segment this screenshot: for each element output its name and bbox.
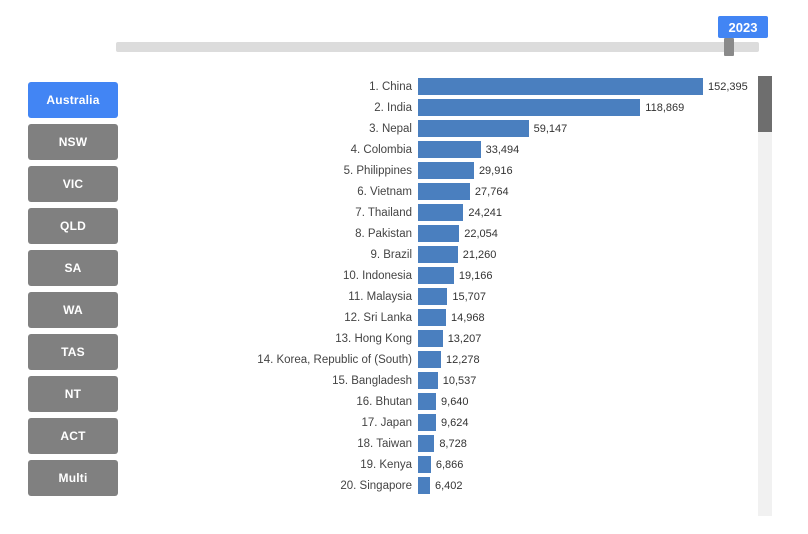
bar[interactable]	[418, 204, 463, 221]
bar-row	[130, 286, 750, 307]
bar-value-label: 59,147	[533, 122, 568, 135]
bar[interactable]	[418, 78, 703, 95]
bar-value-label: 6,866	[435, 458, 464, 471]
bar[interactable]	[418, 372, 438, 389]
bar[interactable]	[418, 267, 454, 284]
bar-value-label: 21,260	[462, 248, 497, 261]
bar-category-label: 17. Japan	[361, 416, 412, 429]
bar-value-label: 152,395	[708, 80, 748, 93]
bar-track	[418, 309, 750, 326]
bar-row	[130, 391, 750, 412]
bar-track	[418, 162, 750, 179]
bar-value-label: 8,728	[439, 437, 467, 450]
region-item-nt[interactable]: NT	[28, 376, 118, 412]
bar-row	[130, 307, 750, 328]
bar-track	[418, 330, 750, 347]
bar-value-label: 9,640	[441, 395, 469, 408]
bar-category-label: 3. Nepal	[369, 122, 412, 135]
bar[interactable]	[418, 456, 431, 473]
region-item-sa[interactable]: SA	[28, 250, 118, 286]
bar-row	[130, 328, 750, 349]
bar-category-label: 1. China	[369, 80, 412, 93]
bar-value-label: 10,537	[442, 374, 477, 387]
year-slider-handle[interactable]	[724, 38, 734, 56]
region-filter-list	[28, 82, 118, 502]
bar-track	[418, 99, 750, 116]
bar[interactable]	[418, 183, 470, 200]
bar-row	[130, 139, 750, 160]
bar-value-label: 27,764	[474, 185, 509, 198]
bar-category-label: 12. Sri Lanka	[344, 311, 412, 324]
bar-category-label: 11. Malaysia	[348, 290, 412, 303]
bar-category-label: 7. Thailand	[355, 206, 412, 219]
chart-scrollbar-thumb[interactable]	[758, 76, 772, 132]
bar-value-label: 15,707	[452, 290, 487, 303]
bar-track	[418, 183, 750, 200]
bar-track	[418, 246, 750, 263]
bar[interactable]	[418, 288, 447, 305]
bar-row	[130, 118, 750, 139]
bar[interactable]	[418, 99, 640, 116]
bar-track	[418, 456, 750, 473]
bar-category-label: 15. Bangladesh	[332, 374, 412, 387]
bar[interactable]	[418, 351, 441, 368]
region-item-act[interactable]: ACT	[28, 418, 118, 454]
year-slider-track[interactable]	[116, 42, 759, 52]
bar-category-label: 6. Vietnam	[357, 185, 412, 198]
bar-row	[130, 223, 750, 244]
bar[interactable]	[418, 162, 474, 179]
bar-value-label: 12,278	[445, 353, 480, 366]
bar-row	[130, 433, 750, 454]
bar-value-label: 19,166	[458, 269, 493, 282]
bar-value-label: 118,869	[645, 101, 685, 114]
bar-chart	[130, 76, 750, 516]
bar-row	[130, 454, 750, 475]
bar-track	[418, 288, 750, 305]
bar[interactable]	[418, 225, 459, 242]
bar-category-label: 16. Bhutan	[356, 395, 412, 408]
bar[interactable]	[418, 309, 446, 326]
bar-row	[130, 160, 750, 181]
bar[interactable]	[418, 477, 430, 494]
region-item-vic[interactable]: VIC	[28, 166, 118, 202]
region-item-wa[interactable]: WA	[28, 292, 118, 328]
bar-category-label: 9. Brazil	[370, 248, 412, 261]
bar-track	[418, 225, 750, 242]
region-item-qld[interactable]: QLD	[28, 208, 118, 244]
bar-value-label: 22,054	[464, 227, 498, 240]
bar[interactable]	[418, 120, 529, 137]
bar-track	[418, 372, 750, 389]
bar-category-label: 10. Indonesia	[342, 269, 412, 282]
bar[interactable]	[418, 246, 458, 263]
bar-track	[418, 477, 750, 494]
bar-category-label: 8. Pakistan	[355, 227, 412, 240]
bar[interactable]	[418, 414, 436, 431]
bar-row	[130, 265, 750, 286]
bar-row	[130, 349, 750, 370]
region-item-australia[interactable]: Australia	[28, 82, 118, 118]
bar-row	[130, 97, 750, 118]
bar-category-label: 14. Korea, Republic of (South)	[257, 353, 412, 366]
region-item-multi[interactable]: Multi	[28, 460, 118, 496]
bar[interactable]	[418, 330, 443, 347]
bar-track	[418, 393, 750, 410]
bar-track	[418, 435, 750, 452]
bar-track	[418, 78, 750, 95]
year-slider[interactable]	[0, 0, 808, 62]
region-item-tas[interactable]: TAS	[28, 334, 118, 370]
bar-row	[130, 202, 750, 223]
bar-category-label: 4. Colombia	[350, 143, 412, 156]
bar-track	[418, 204, 750, 221]
bar-category-label: 2. India	[374, 101, 412, 114]
year-badge: 2023	[718, 16, 768, 38]
bar-category-label: 18. Taiwan	[357, 437, 412, 450]
chart-scrollbar-track[interactable]	[758, 76, 772, 516]
bar-track	[418, 351, 750, 368]
bar-value-label: 29,916	[478, 164, 513, 177]
bar-row	[130, 475, 750, 496]
bar-track	[418, 267, 750, 284]
bar-value-label: 9,624	[440, 416, 469, 429]
bar-value-label: 33,494	[485, 143, 520, 156]
bar-row	[130, 244, 750, 265]
bar-track	[418, 120, 750, 137]
bar-value-label: 13,207	[447, 332, 482, 345]
bar-track	[418, 141, 750, 158]
bar-row	[130, 76, 750, 97]
bar-category-label: 13. Hong Kong	[335, 332, 412, 345]
bar-row	[130, 370, 750, 391]
bar-row	[130, 181, 750, 202]
bar-value-label: 14,968	[450, 311, 485, 324]
bar-value-label: 6,402	[434, 479, 463, 492]
bar[interactable]	[418, 393, 436, 410]
region-item-nsw[interactable]: NSW	[28, 124, 118, 160]
bar-category-label: 5. Philippines	[343, 164, 412, 177]
bar[interactable]	[418, 435, 434, 452]
bar-row	[130, 412, 750, 433]
bar-category-label: 20. Singapore	[340, 479, 412, 492]
bar-track	[418, 414, 750, 431]
bar[interactable]	[418, 141, 481, 158]
bar-category-label: 19. Kenya	[360, 458, 412, 471]
bar-value-label: 24,241	[468, 206, 502, 219]
